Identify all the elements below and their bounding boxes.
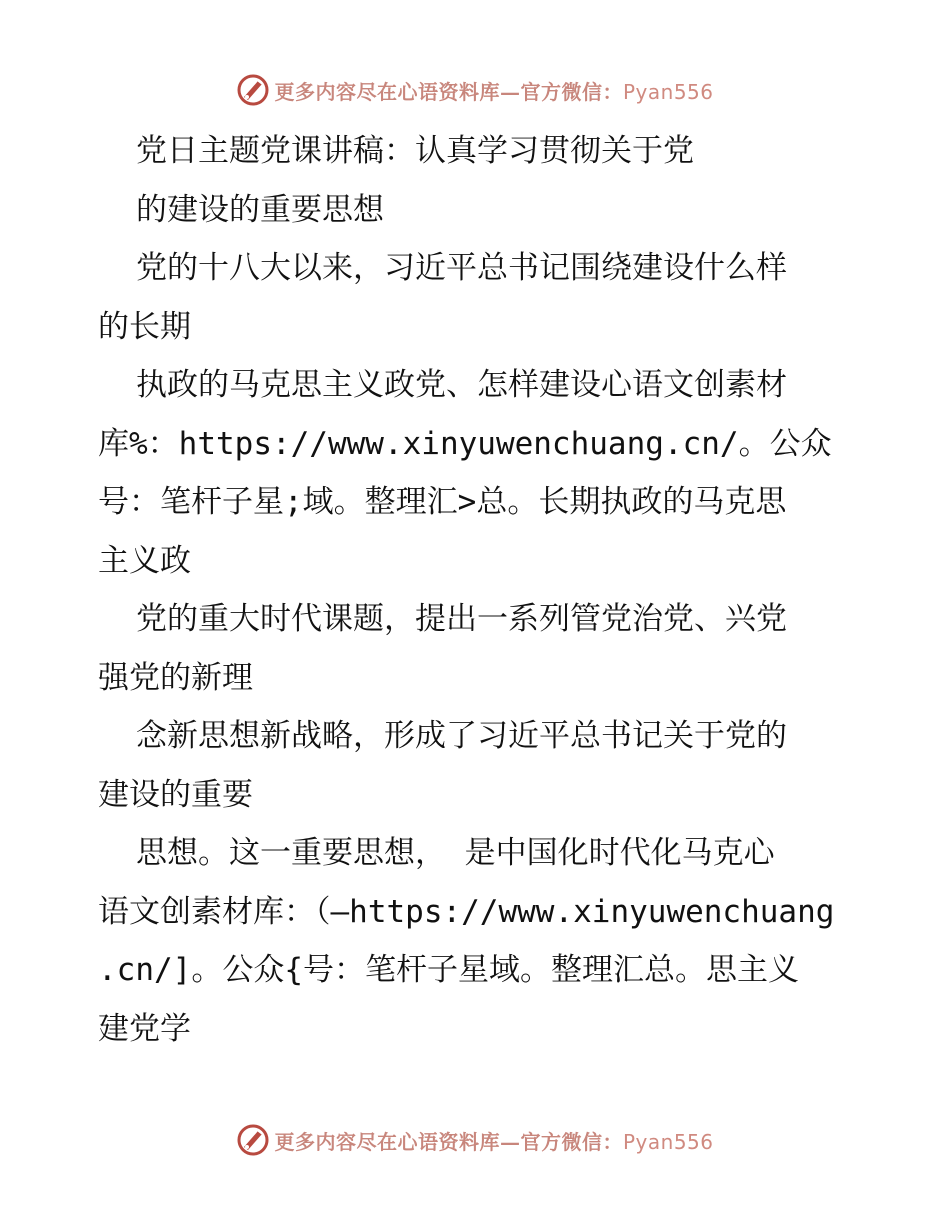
banner-text: 更多内容尽在心语资料库—官方微信：Pyan556 [274,1129,714,1154]
text-line: .cn/]。公众{号：笔杆子星域。整理汇总。思主义 [98,952,799,988]
text-line: 念新思想新战略，形成了习近平总书记关于党的 [136,718,787,754]
body-text [98,122,858,1058]
pen-badge-icon [236,73,270,107]
text-line: 的长期 [98,308,191,345]
text-line: 党的十八大以来，习近平总书记围绕建设什么样 [136,250,787,286]
text-line: 库%：https://www.xinyuwenchuang.cn/。公众 [98,425,832,462]
text-line: 号：笔杆子星;域。整理汇>总。长期执政的马克思 [98,484,787,520]
text-line: 建设的重要 [98,776,253,813]
pen-badge-icon [236,1123,270,1157]
header-banner [0,70,950,110]
wechat-id: Pyan556 [622,79,714,104]
text-line: 党的重大时代课题，提出一系列管党治党、兴党 [136,601,787,637]
text-line: 建党学 [98,1010,191,1047]
text-line: 语文创素材库：（—https://www.xinyuwenchuang [98,893,835,930]
text-line: 思想。这一重要思想， 是中国化时代化马克心 [136,835,775,871]
text-line: 主义政 [98,542,191,579]
banner-text: 更多内容尽在心语资料库—官方微信：Pyan556 [274,79,714,104]
wechat-id: Pyan556 [622,1129,714,1154]
text-line: 的建设的重要思想 [136,191,384,228]
text-line: 党日主题党课讲稿：认真学习贯彻关于党 [136,133,694,169]
text-line: 强党的新理 [98,659,253,696]
footer-banner [0,1120,950,1160]
text-line: 执政的马克思主义政党、怎样建设心语文创素材 [136,367,787,403]
